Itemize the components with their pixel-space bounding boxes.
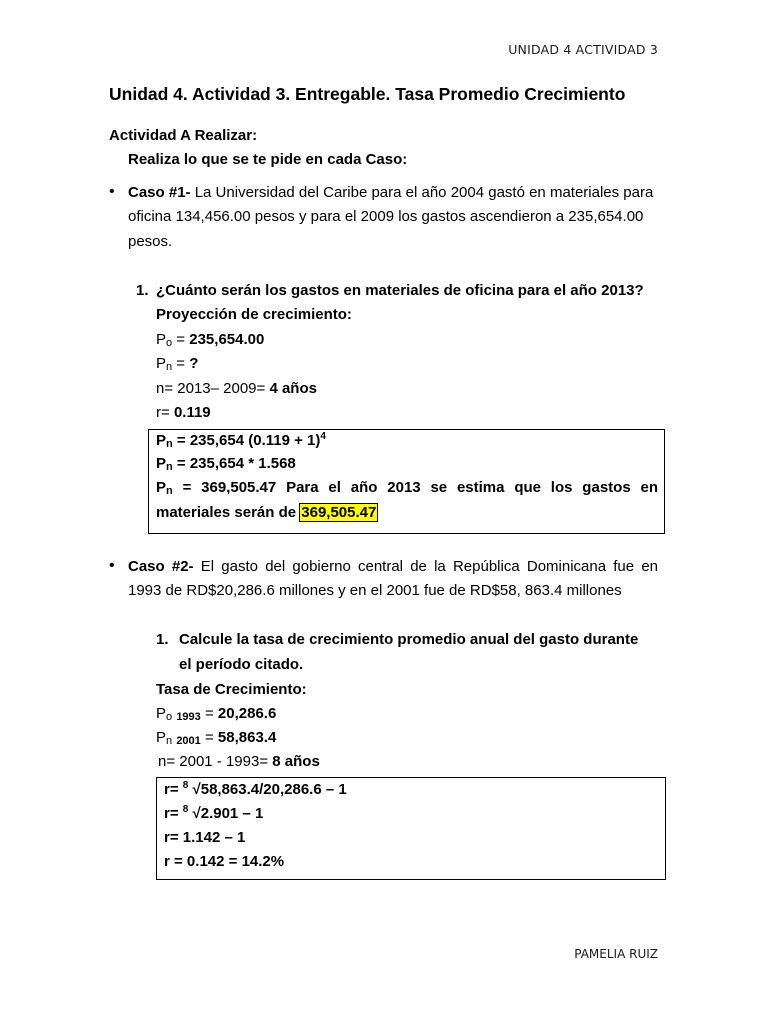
caso1-line1 [128, 184, 653, 201]
caso2-question-line1: Calcule la tasa de crecimiento promedio anual del gasto durante [179, 631, 639, 648]
caso2-text-line1: El gasto del gobierno central de la República Dominicana fue en [200, 558, 659, 575]
caso1-label: Caso #1- [128, 184, 191, 201]
bullet-icon: • [109, 557, 115, 574]
caso2-n-line: n= 2001 - 1993= 8 años [158, 753, 320, 770]
caso1-box-line3: Pn = 369,505.47 Para el año 2013 se estima que los gastos en [156, 479, 658, 497]
caso2-pn-line: Pn 2001 = 58,863.4 [156, 729, 277, 747]
caso2-result-box [156, 777, 666, 880]
bullet-icon: • [109, 183, 115, 200]
caso2-subheading: Tasa de Crecimiento: [156, 681, 307, 698]
caso2-text-line2: 1993 de RD$20,286.6 millones y en el 2001 fue de RD$58, 863.4 millones [128, 582, 622, 599]
highlighted-result: 369,505.47 [301, 504, 377, 521]
caso1-text-line1: La Universidad del Caribe para el año 2004 gastó en materiales para [194, 184, 654, 201]
caso2-box-line1: r= $^8$ √58,863.4/20,286.6 – 1 [164, 780, 347, 798]
caso1-p0-line: Po = 235,654.00 [156, 331, 265, 349]
caso1-box-line2: Pn = 235,654 * 1.568 [156, 455, 296, 473]
pn-label: P [156, 355, 167, 372]
caso1-box-line1: Pn = 235,654 $(0.119 + 1)^4$ [156, 431, 326, 450]
caso1-r-line: r= 0.119 [156, 404, 211, 421]
n-value: 4 años [269, 380, 317, 397]
caso1-result-box [148, 429, 665, 534]
caso1-question-number: 1. [136, 282, 149, 299]
page-header: UNIDAD 4 ACTIVIDAD 3 [508, 42, 658, 57]
pn-subscript: n [166, 361, 173, 373]
caso2-question-line2: el período citado. [179, 656, 304, 673]
caso2-box-line4: r = 0.142 = 14.2% [164, 853, 285, 870]
caso2-box-line3: r= 1.142 – 1 [164, 829, 246, 846]
caso1-subheading: Proyección de crecimiento: [156, 306, 352, 323]
activity-heading: Actividad A Realizar: [109, 127, 258, 144]
caso1-box-line4: materiales serán de 369,505.47 [156, 504, 377, 521]
activity-instruction: Realiza lo que se te pide en cada Caso: [128, 151, 408, 168]
caso1-text-line2: oficina 134,456.00 pesos y para el 2009 los gastos ascendieron a 235,654.00 [128, 208, 644, 225]
p0-subscript: o [166, 337, 173, 349]
caso1-pn-line: Pn = ? [156, 355, 199, 373]
caso2-label: Caso #2- [128, 558, 194, 575]
caso2-p0-line: Po 1993 = 20,286.6 [156, 705, 277, 723]
p0-label: P [156, 331, 167, 348]
caso1-question: ¿Cuánto serán los gastos en materiales de oficina para el año 2013? [156, 282, 644, 299]
r-value: 0.119 [173, 404, 211, 421]
document-title: Unidad 4. Actividad 3. Entregable. Tasa Promedio Crecimiento [109, 84, 626, 104]
caso2-box-line2: r= $^8$ √2.901 – 1 [164, 804, 264, 822]
p0-value: 235,654.00 [189, 331, 265, 348]
page-footer: PAMELIA RUIZ [574, 947, 658, 961]
caso1-n-line: n= 2013– 2009= 4 años [156, 380, 317, 397]
pn-value: ? [189, 355, 199, 372]
caso2-line1 [128, 558, 658, 575]
caso1-text-line3: pesos. [128, 233, 173, 250]
caso2-question-number: 1. [156, 631, 169, 648]
